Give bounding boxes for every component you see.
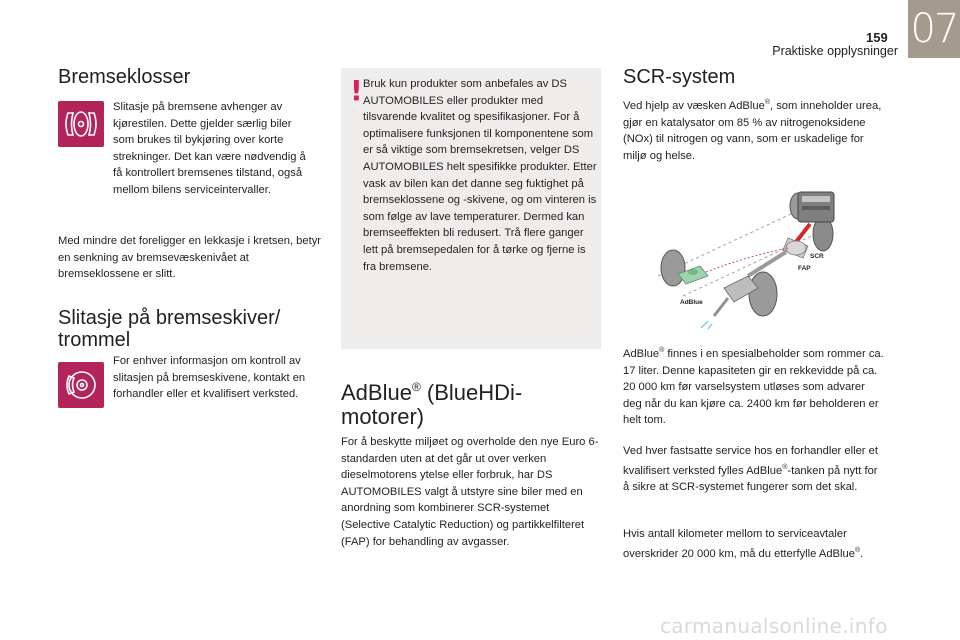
p3-a: Hvis antall kilometer mellom to serviceavtaler overskrider 20 000 km, må du etterfylle AdBlue <box>623 528 855 560</box>
warning-text: Bruk kun produkter som anbefales av DS AUTOMOBILES eller produkter med tilsvarende kvalitet og spesifikasjoner. For å optimalisere funksjonen til komponentene som er så viktige som bremsekretsen, velger DS AUTOMOBILES helt spesifikke produkter. Etter vask av bilen kan det danne seg fuktighet på bremseklossene og -skivene, og om vinteren is som følge av lave temperaturer. Dermed kan bremseeffekten bli redusert. Trå flere ganger lett på bremsepedalen for å tørke og fjerne is fra bremsene. <box>363 78 597 273</box>
p2-b: -tanken på nytt for å sikre at SCR-systemet fungerer som det skal. <box>623 464 878 494</box>
registered-mark: ® <box>764 99 770 106</box>
scr-intro-a: Ved hjelp av væsken AdBlue <box>623 100 765 112</box>
scr-system-diagram <box>638 176 850 336</box>
scr-intro-paragraph <box>623 95 885 164</box>
warning-exclamation-icon: ! <box>350 74 363 107</box>
brake-pads-icon <box>58 101 104 147</box>
adblue-heading <box>341 375 522 429</box>
mileage-paragraph <box>623 526 885 562</box>
disc-wear-icon-text: For enhver informasjon om kontroll av slitasjen på bremseskivene, kontakt en forhandler eller et kvalifisert verksted. <box>113 355 306 401</box>
disc-wear-heading-line2: trommel <box>58 329 131 351</box>
p1-a: AdBlue <box>623 348 660 360</box>
refill-service-paragraph <box>623 443 885 496</box>
registered-mark: ® <box>411 380 421 394</box>
adblue-label: AdBlue <box>680 299 703 306</box>
adblue-heading-line2: motorer) <box>341 404 425 429</box>
brake-disc-icon <box>58 362 104 408</box>
registered-mark: ® <box>782 463 788 471</box>
registered-mark: ® <box>854 546 861 554</box>
p1-b: finnes i en spesialbeholder som rommer ca. 17 liter. Denne kapasiteten gir en rekkevidde på ca. 20 000 km før varselsystem utløses som advarer deg når du kan kjøre ca. 2400 km før beholderen er helt tom. <box>623 348 884 427</box>
adblue-heading-rest: (BlueHDi- <box>420 380 523 405</box>
disc-wear-heading-line1: Slitasje på bremseskiver/ <box>58 307 281 329</box>
scr-label: SCR <box>810 253 824 260</box>
adblue-tank-paragraph <box>623 343 885 429</box>
fap-label: FAP <box>798 265 811 272</box>
adblue-intro-paragraph: For å beskytte miljøet og overholde den nye Euro 6-standarden uten at det går ut over verken dieselmotorens ytelse eller forbruk, har DS AUTOMOBILES valgt å utstyre sine biler med en anordning som kombinerer SCR-systemet (Selective Catalytic Reduction) og partikkelfilteret (FAP) for behandling av avgasser. <box>341 436 599 548</box>
p3-b: . <box>860 547 864 560</box>
scr-intro-b: , som inneholder urea, gjør en katalysator om 85 % av nitrogenoksidene (NOx) til nitrogen og vann, som er uskadelige for miljø og helse. <box>623 100 882 162</box>
page-number: 159 <box>866 30 888 45</box>
brake-pads-icon-text: Slitasje på bremsene avhenger av kjørestilen. Dette gjelder særlig biler som brukes til bykjøring over korte strekninger. Det kan være nødvendig å få kontrollert bremsenes tilstand, også mellom bilens serviceintervaller. <box>113 101 306 196</box>
scr-system-heading: SCR-system <box>623 66 736 88</box>
brake-fluid-paragraph: Med mindre det foreligger en lekkasje i kretsen, betyr en senkning av bremsevæskenivået at bremseklossene er slitt. <box>58 235 322 281</box>
adblue-heading-word: AdBlue <box>341 380 412 405</box>
p2-a: Ved hver fastsatte service hos en forhandler eller et kvalifisert verksted fylles AdBlue <box>623 445 878 477</box>
section-title: Praktiske opplysninger <box>772 44 898 58</box>
chapter-number-badge: 07 <box>908 0 960 58</box>
disc-wear-heading <box>58 307 280 351</box>
engine-block <box>798 192 834 222</box>
brake-pads-heading: Bremseklosser <box>58 66 191 88</box>
registered-mark: ® <box>659 347 665 354</box>
watermark: carmanualsonline.info <box>660 614 888 638</box>
